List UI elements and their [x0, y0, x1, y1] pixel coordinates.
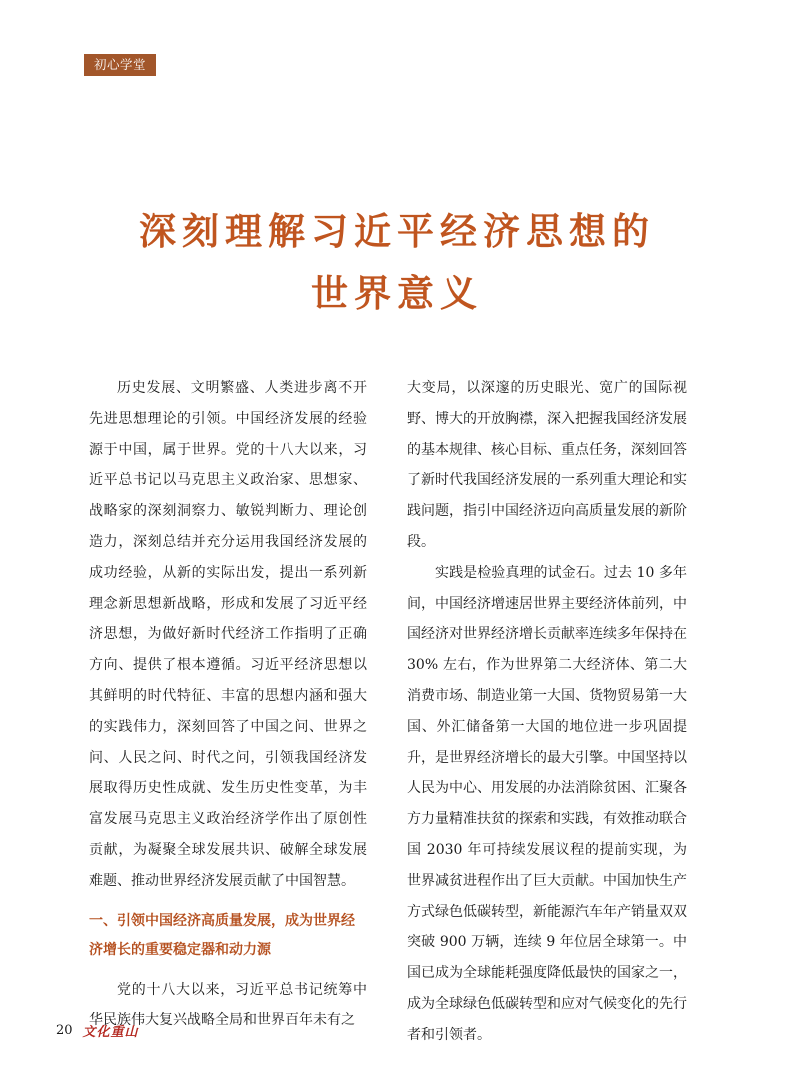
paragraph-section1-start: 党的十八大以来，习近平总书记统筹中华民族伟大复兴战略全局和世界百年未有之 [89, 981, 367, 1029]
paragraph-intro: 历史发展、文明繁盛、人类进步离不开先进思想理论的引领。中国经济发展的经验源于中国，属于世界。党的十八大以来，习近平总书记以马克思主义政治家、思想家、战略家的深刻洞察力、敏锐判断力、理论创造力，深刻总结并充分运用我国经济发展的成功经验，从新的实际出发，提出一系列新理念新思想新战略，形成和发展了习近平经济思想，为做好新时代经济工作指明了正确方向、提供了根本遵循。习近平经济思想以其鲜明的时代特征、丰富的思想内涵和强大的实践伟力，深刻回答了中国之问、世界之问、人民之问、时代之问，引领我国经济发展取得历史性成就、发生历史性变革，为丰富发展马克思主义政治经济学作出了原创性贡献，为凝聚全球发展共识、破解全球发展难题、推动世界经济发展贡献了中国智慧。 [89, 380, 367, 889]
paragraph-section1-continued: 大变局，以深邃的历史眼光、宽广的国际视野、博大的开放胸襟，深入把握我国经济发展的基本规律、核心目标、重点任务，深刻回答了新时代我国经济发展的一系列重大理论和实践问题，指引中国经济迈向高质量发展的新阶段。 [407, 380, 687, 550]
column-tag: 初心学堂 [84, 54, 156, 76]
magazine-logo: 文化重山 [82, 1024, 139, 1040]
paragraph-practice: 实践是检验真理的试金石。过去 10 多年间，中国经济增速居世界主要经济体前列，中国经济对世界经济增长贡献率连续多年保持在 30% 左右，作为世界第二大经济体、第二大消费市场、制造业第一大国、货物贸易第一大国、外汇储备第一大国的地位进一步巩固提升，是世界经济增长的最大引擎。中国坚持以人民为中心、用发展的办法消除贫困、汇聚各方力量精准扶贫的探索和实践，有效推动联合国 2030 年可持续发展议程的提前实现，为世界减贫进程作出了巨大贡献。中国加快生产方式绿色低碳转型，新能源汽车年产销量双双突破 900 万辆，连续 9 年位居全球第一。中国已成为全球能耗强度降低最快的国家之一，成为全球绿色低碳转型和应对气候变化的先行者和引领者。 [407, 564, 687, 1043]
right-column [407, 373, 687, 1051]
page-footer [56, 1020, 139, 1040]
left-column [89, 373, 367, 1036]
article-title-line-2: 世界意义 [311, 271, 483, 315]
article-title-line-1: 深刻理解习近平经济思想的 [139, 209, 655, 253]
section-heading-1: 一、引领中国经济高质量发展，成为世界经济增长的重要稳定器和动力源 [89, 912, 355, 958]
article-title [0, 200, 794, 324]
page-number: 20 [56, 1022, 73, 1038]
